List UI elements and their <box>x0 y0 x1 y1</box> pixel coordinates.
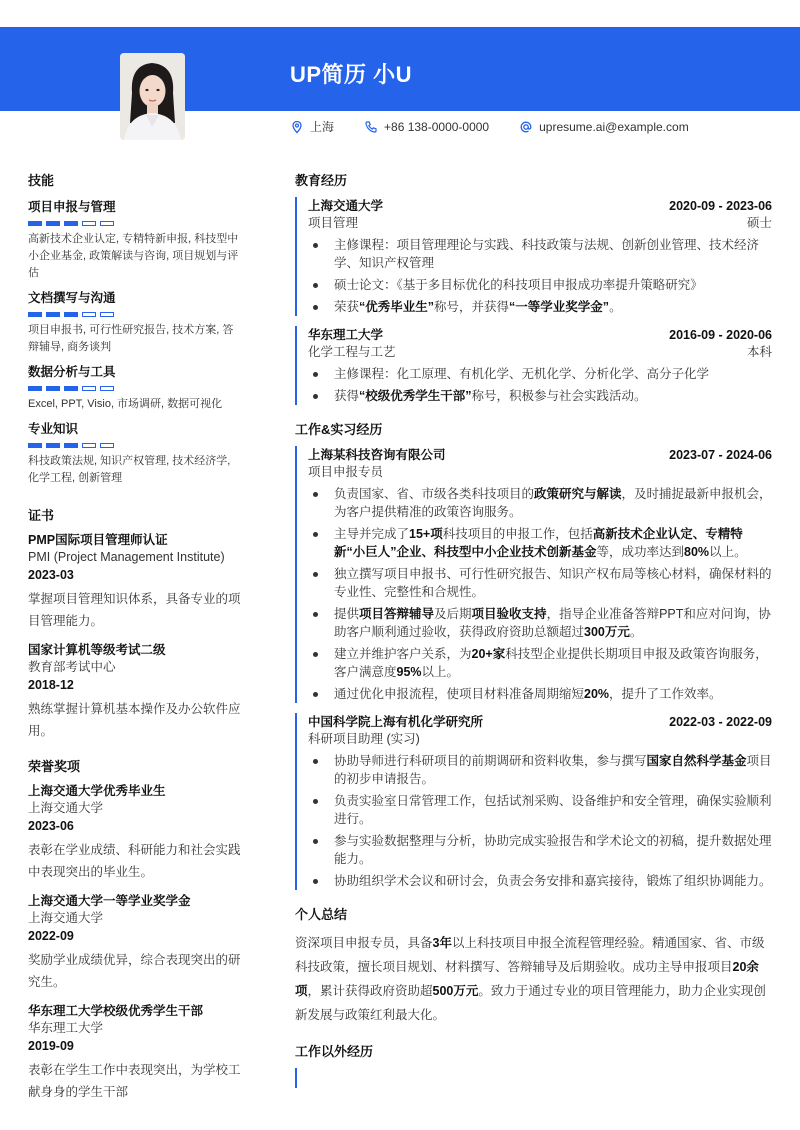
work-section <box>295 419 772 890</box>
skill-level-bars <box>28 312 243 317</box>
certs-list <box>28 532 243 742</box>
education-bullets <box>308 365 772 405</box>
avatar <box>120 53 185 140</box>
awards-org: 华东理工大学 <box>28 1021 104 1035</box>
certs-desc: 掌握项目管理知识体系，具备专业的项目管理能力。 <box>28 592 241 628</box>
work-entry-header <box>308 713 772 731</box>
skill-level-segment <box>46 386 60 391</box>
certs-name: PMP国际项目管理师认证 <box>28 533 168 547</box>
education-entry-subheader <box>308 344 772 361</box>
contact-bar <box>290 118 719 135</box>
skill-level-segment <box>46 221 60 226</box>
bullet-item: 硕士论文：《基于多目标优化的科技项目申报成功率提升策略研究》 <box>308 276 772 294</box>
summary-text: 资深项目申报专员，具备3年以上科技项目申报全流程管理经验。精通国家、省、市级科技政策，擅长项目规划、材料撰写、答辩辅导及后期验收。成功主导申报项目20余项，累计获得政府资助超500万元。致力于通过专业的项目管理能力，助力企业实现创新发展与政策红利最大化。 <box>295 936 766 1022</box>
summary-section <box>295 904 772 1027</box>
bullet-item: 参与实验数据整理与分析，协助完成实验报告和学术论文的初稿，提升数据处理能力。 <box>308 832 772 868</box>
bullet-item: 获得“校级优秀学生干部”称号，积极参与社会实践活动。 <box>308 387 772 405</box>
education-entry-header <box>308 326 772 344</box>
certs-date: 2018-12 <box>28 678 74 692</box>
phone-icon <box>364 120 378 134</box>
education-title: 教育经历 <box>295 173 348 188</box>
awards-desc: 奖励学业成绩优异，综合表现突出的研究生。 <box>28 953 241 989</box>
awards-date: 2022-09 <box>28 929 74 943</box>
education-entry-degree: 硕士 <box>746 216 772 230</box>
skill-level-bars <box>28 386 243 391</box>
work-entry <box>295 446 772 703</box>
skill-item <box>28 288 243 356</box>
awards-item <box>28 783 243 883</box>
awards-org: 上海交通大学 <box>28 801 104 815</box>
education-entry-degree: 本科 <box>746 345 772 359</box>
work-list <box>295 446 772 890</box>
bullet-item: 通过优化申报流程，使项目材料准备周期缩短20%，提升了工作效率。 <box>308 685 772 703</box>
work-bullets <box>308 752 772 890</box>
certs-section <box>28 505 243 742</box>
education-entry <box>295 326 772 405</box>
bullet-item: 荣获“优秀毕业生”称号，并获得“一等学业奖学金”。 <box>308 298 772 316</box>
skill-name: 项目申报与管理 <box>28 200 116 214</box>
extra-title: 工作以外经历 <box>295 1044 374 1059</box>
skill-level-segment <box>100 386 114 391</box>
awards-date: 2023-06 <box>28 819 74 833</box>
skill-level-segment <box>100 443 114 448</box>
email-text: upresume.ai@example.com <box>539 119 689 134</box>
skill-level-segment <box>46 443 60 448</box>
contact-phone[interactable] <box>364 120 489 134</box>
work-entry-date: 2022-03 - 2022-09 <box>669 715 772 729</box>
skills-list <box>28 197 243 487</box>
education-entry-header <box>308 197 772 215</box>
skill-item <box>28 419 243 487</box>
certs-date: 2023-03 <box>28 568 74 582</box>
awards-title: 荣誉奖项 <box>28 759 81 774</box>
bullet-item: 负责国家、省、市级各类科技项目的政策研究与解读，及时捕捉最新申报机会，为客户提供精准的政策咨询服务。 <box>308 485 772 521</box>
location-pin-icon <box>290 120 304 134</box>
work-entry <box>295 713 772 890</box>
summary-title: 个人总结 <box>295 907 348 922</box>
certs-title: 证书 <box>28 508 55 523</box>
education-entry <box>295 197 772 316</box>
left-column <box>28 170 243 1113</box>
skill-level-segment <box>82 386 96 391</box>
work-title: 工作&实习经历 <box>295 422 383 437</box>
skill-level-segment <box>28 386 42 391</box>
skill-desc: Excel, PPT, Visio, 市场调研, 数据可视化 <box>28 398 223 410</box>
skill-name: 数据分析与工具 <box>28 365 116 379</box>
extra-section <box>295 1041 772 1088</box>
work-entry-title: 中国科学院上海有机化学研究所 <box>308 715 484 729</box>
awards-name: 上海交通大学一等学业奖学金 <box>28 894 191 908</box>
education-entry-title: 华东理工大学 <box>308 328 384 342</box>
awards-item <box>28 893 243 993</box>
bullet-item: 负责实验室日常管理工作，包括试剂采购、设备维护和安全管理，确保实验顺利进行。 <box>308 792 772 828</box>
skill-name: 专业知识 <box>28 422 79 436</box>
work-entry-title: 上海某科技咨询有限公司 <box>308 448 446 462</box>
skill-level-segment <box>82 221 96 226</box>
skill-level-segment <box>28 312 42 317</box>
skill-level-segment <box>82 312 96 317</box>
certs-desc: 熟练掌握计算机基本操作及办公软件应用。 <box>28 702 241 738</box>
awards-section <box>28 756 243 1103</box>
right-column <box>295 170 772 1088</box>
email-at-icon <box>519 120 533 134</box>
certs-org: 教育部考试中心 <box>28 660 116 674</box>
skill-item <box>28 197 243 282</box>
education-entry-title: 上海交通大学 <box>308 199 384 213</box>
phone-text: +86 138-0000-0000 <box>384 119 490 134</box>
skill-level-segment <box>28 443 42 448</box>
awards-name: 上海交通大学优秀毕业生 <box>28 784 166 798</box>
awards-list <box>28 783 243 1103</box>
awards-desc: 表彰在学业成绩、科研能力和社会实践中表现突出的毕业生。 <box>28 843 241 879</box>
skill-level-segment <box>28 221 42 226</box>
location-text: 上海 <box>310 120 335 134</box>
skill-item <box>28 362 243 413</box>
work-entry-sub: 科研项目助理 (实习) <box>308 732 420 746</box>
skill-level-segment <box>100 312 114 317</box>
skill-level-segment <box>100 221 114 226</box>
skill-name: 文档撰写与沟通 <box>28 291 116 305</box>
awards-date: 2019-09 <box>28 1039 74 1053</box>
contact-email[interactable] <box>519 120 689 134</box>
awards-org: 上海交通大学 <box>28 911 104 925</box>
bullet-item: 建立并维护客户关系，为20+家科技型企业提供长期项目申报及政策咨询服务，客户满意度95%以上。 <box>308 645 772 681</box>
certs-name: 国家计算机等级考试二级 <box>28 643 166 657</box>
bullet-item: 主修课程：化工原理、有机化学、无机化学、分析化学、高分子化学 <box>308 365 772 383</box>
skills-title: 技能 <box>28 173 55 188</box>
skill-level-segment <box>64 443 78 448</box>
skill-desc: 科技政策法规, 知识产权管理, 技术经济学, 化学工程, 创新管理 <box>28 455 231 484</box>
awards-item <box>28 1003 243 1103</box>
skill-level-segment <box>64 221 78 226</box>
skills-section <box>28 170 243 487</box>
skill-desc: 项目申报书, 可行性研究报告, 技术方案, 答辩辅导, 商务谈判 <box>28 324 234 353</box>
skill-level-bars <box>28 443 243 448</box>
work-entry-date: 2023-07 - 2024-06 <box>669 448 772 462</box>
skill-desc: 高新技术企业认定, 专精特新申报, 科技型中小企业基金, 政策解读与咨询, 项目规划与评估 <box>28 233 239 279</box>
bullet-item: 协助组织学术会议和研讨会，负责会务安排和嘉宾接待，锻炼了组织协调能力。 <box>308 872 772 890</box>
education-list <box>295 197 772 405</box>
awards-desc: 表彰在学生工作中表现突出，为学校工献身身的学生干部 <box>28 1063 241 1099</box>
education-entry-sub: 化学工程与工艺 <box>308 345 396 359</box>
work-entry-header <box>308 446 772 464</box>
education-entry-date: 2016-09 - 2020-06 <box>669 328 772 342</box>
portrait-photo <box>120 53 185 140</box>
certs-item <box>28 532 243 632</box>
education-bullets <box>308 236 772 316</box>
certs-org: PMI (Project Management Institute) <box>28 550 225 564</box>
certs-item <box>28 642 243 742</box>
bullet-item: 独立撰写项目申报书、可行性研究报告、知识产权布局等核心材料，确保材料的专业性、完整性和合规性。 <box>308 565 772 601</box>
bullet-item: 提供项目答辩辅导及后期项目验收支持，指导企业准备答辩PPT和应对问询，协助客户顺利通过验收，获得政府资助总额超过300万元。 <box>308 605 772 641</box>
extra-block-marker <box>295 1068 772 1088</box>
skill-level-bars <box>28 221 243 226</box>
work-bullets <box>308 485 772 703</box>
awards-name: 华东理工大学校级优秀学生干部 <box>28 1004 204 1018</box>
skill-level-segment <box>64 312 78 317</box>
education-section <box>295 170 772 405</box>
work-entry-subheader <box>308 464 772 481</box>
education-entry-date: 2020-09 - 2023-06 <box>669 199 772 213</box>
skill-level-segment <box>46 312 60 317</box>
education-entry-subheader <box>308 215 772 232</box>
bullet-item: 主导并完成了15+项科技项目的申报工作，包括高新技术企业认定、专精特新“小巨人”企业、科技型中小企业技术创新基金等，成功率达到80%以上。 <box>308 525 772 561</box>
education-entry-sub: 项目管理 <box>308 216 359 230</box>
page-title: UP简历 小U <box>290 62 413 87</box>
bullet-item: 主修课程：项目管理理论与实践、科技政策与法规、创新创业管理、技术经济学、知识产权管理 <box>308 236 772 272</box>
work-entry-sub: 项目申报专员 <box>308 465 384 479</box>
contact-location <box>290 118 334 135</box>
skill-level-segment <box>64 386 78 391</box>
skill-level-segment <box>82 443 96 448</box>
work-entry-subheader <box>308 731 772 748</box>
bullet-item: 协助导师进行科研项目的前期调研和资料收集，参与撰写国家自然科学基金项目的初步申请报告。 <box>308 752 772 788</box>
